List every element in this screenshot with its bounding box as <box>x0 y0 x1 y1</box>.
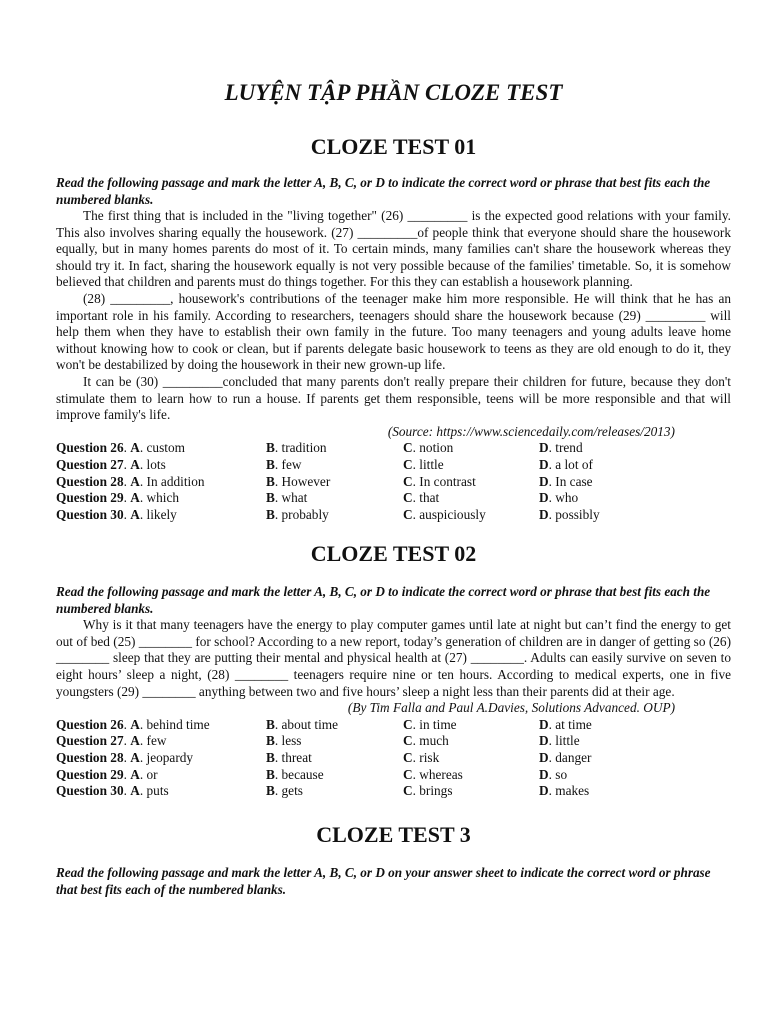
option-c: In contrast <box>419 473 476 489</box>
cloze-test-1 <box>56 132 731 523</box>
option-b: However <box>281 473 331 489</box>
question-label: Question 29 <box>56 766 124 782</box>
question-row: Question 29. A. which B. what C. that D. who <box>56 490 579 506</box>
option-a: likely <box>146 506 177 522</box>
option-b: gets <box>281 783 303 799</box>
question-table <box>56 717 731 800</box>
passage-paragraph: Why is it that many teenagers have the energy to play computer games until late at night but can’t find the energy to get out of bed (25) ________ for school? According to a new report, today’s generation of children are in danger of getting so (26) ________ sleep that they are putting their mental and physical health at (27) ________. Adults can easily survive on seven to eight hours’ sleep a night, (28) ________ teenagers require nine or ten hours. According to medical experts, one in five youngsters (29) ________ anything between two and five hours’ sleep a night less than their parents did at their age. <box>56 617 731 699</box>
source-citation: (By Tim Falla and Paul A.Davies, Solutions Advanced. OUP) <box>347 700 675 716</box>
question-label: Question 30 <box>56 506 124 522</box>
section-title: CLOZE TEST 01 <box>310 134 477 159</box>
option-c: that <box>419 490 440 506</box>
option-a: or <box>146 766 158 782</box>
option-b: because <box>281 766 324 782</box>
option-d: In case <box>555 473 593 489</box>
option-a: custom <box>146 440 185 456</box>
question-label: Question 30 <box>56 783 124 799</box>
instruction-text: Read the following passage and mark the letter A, B, C, or D on your answer sheet to indicate the correct word or phrase that best fits each of the numbered blanks. <box>56 864 711 897</box>
passage-paragraph: (28) _________, housework's contributions of the teenager make him more responsible. He will think that he has an important role in his family. According to researchers, teenagers should share the housework because (29) _________ will help them when they have to establish their own family in the future. Too many teenagers and young adults leave home without knowing how to cook or clean, but if parents delegate basic housework to teens as they are old enough to do it, they won't be destabilized by doing the housework in their new grown-up life. <box>56 290 731 373</box>
section-title: CLOZE TEST 02 <box>310 541 477 567</box>
option-d: at time <box>555 716 592 732</box>
question-label: Question 26 <box>56 440 124 456</box>
option-a: few <box>146 733 167 749</box>
option-c: in time <box>419 716 457 732</box>
option-c: notion <box>419 440 454 456</box>
question-label: Question 28 <box>56 473 124 489</box>
passage-paragraph: The first thing that is included in the "living together" (26) _________ is the expected good relations with your family. This also involves sharing equally the housework. (27) _________of people think that everyone should share the housework equally, but in many homes parents do most of it. To certain minds, many families can't share the housework whereas they should try it. In fact, sharing the housework equally is not very possible because of the families' timetable. So, it is somehow believed that children and parents must do things together. For this they can establish a housework planning. <box>56 208 731 290</box>
option-c: risk <box>419 750 440 766</box>
question-row: Question 28. A. In addition B. However C. In contrast D. In case <box>56 473 593 489</box>
question-row: Question 29. A. or B. because C. whereas D. so <box>56 766 568 782</box>
option-c: much <box>419 733 449 749</box>
question-row: Question 30. A. likely B. probably C. auspiciously D. possibly <box>56 506 600 522</box>
question-table <box>56 440 731 523</box>
question-label: Question 26 <box>56 716 124 732</box>
option-b: what <box>281 490 308 506</box>
passage-paragraph: It can be (30) _________concluded that many parents don't really prepare their children for future, because they don't stimulate them to learn how to run a house. If parents get them responsible, teens will be more responsible and that will improve family's life. <box>56 373 731 423</box>
option-a: lots <box>146 456 166 472</box>
option-d: so <box>555 766 568 782</box>
option-a: behind time <box>146 716 210 732</box>
question-label: Question 27 <box>56 456 124 472</box>
option-a: which <box>146 490 180 506</box>
option-d: a lot of <box>555 456 593 472</box>
option-d: makes <box>555 783 590 799</box>
option-d: who <box>555 490 579 506</box>
question-row: Question 30. A. puts B. gets C. brings D. makes <box>56 783 590 799</box>
option-c: brings <box>419 783 453 799</box>
option-d: trend <box>555 440 583 456</box>
option-d: possibly <box>555 506 600 522</box>
question-label: Question 29 <box>56 490 124 506</box>
option-b: about time <box>281 716 339 732</box>
option-b: probably <box>281 506 329 522</box>
question-label: Question 27 <box>56 733 124 749</box>
question-row: Question 26. A. behind time B. about time C. in time D. at time <box>56 716 592 732</box>
question-label: Question 28 <box>56 750 124 766</box>
instruction-text: Read the following passage and mark the letter A, B, C, or D to indicate the correct word or phrase that best fits each the numbered blanks. <box>56 175 711 207</box>
option-c: auspiciously <box>419 506 486 522</box>
question-row: Question 27. A. few B. less C. much D. little <box>56 733 580 749</box>
option-a: puts <box>146 783 169 799</box>
option-b: threat <box>281 750 312 766</box>
section-title: CLOZE TEST 3 <box>316 821 471 847</box>
option-d: little <box>555 733 580 749</box>
option-c: whereas <box>419 766 463 782</box>
page-title: LUYỆN TẬP PHẦN CLOZE TEST <box>224 80 563 105</box>
option-b: less <box>281 733 302 749</box>
question-row: Question 28. A. jeopardy B. threat C. risk D. danger <box>56 750 592 766</box>
option-a: jeopardy <box>146 750 194 766</box>
question-row: Question 27. A. lots B. few C. little D. a lot of <box>56 456 593 472</box>
option-a: In addition <box>146 473 205 489</box>
option-b: tradition <box>281 440 327 456</box>
option-d: danger <box>555 750 592 766</box>
cloze-test-2 <box>56 539 731 800</box>
source-citation: (Source: https://www.sciencedaily.com/releases/2013) <box>387 423 675 439</box>
option-c: little <box>419 456 444 472</box>
instruction-text: Read the following passage and mark the letter A, B, C, or D to indicate the correct word or phrase that best fits each the numbered blanks. <box>56 584 711 617</box>
option-b: few <box>281 456 302 472</box>
question-row: Question 26. A. custom B. tradition C. notion D. trend <box>56 440 583 456</box>
cloze-test-3 <box>56 820 731 898</box>
